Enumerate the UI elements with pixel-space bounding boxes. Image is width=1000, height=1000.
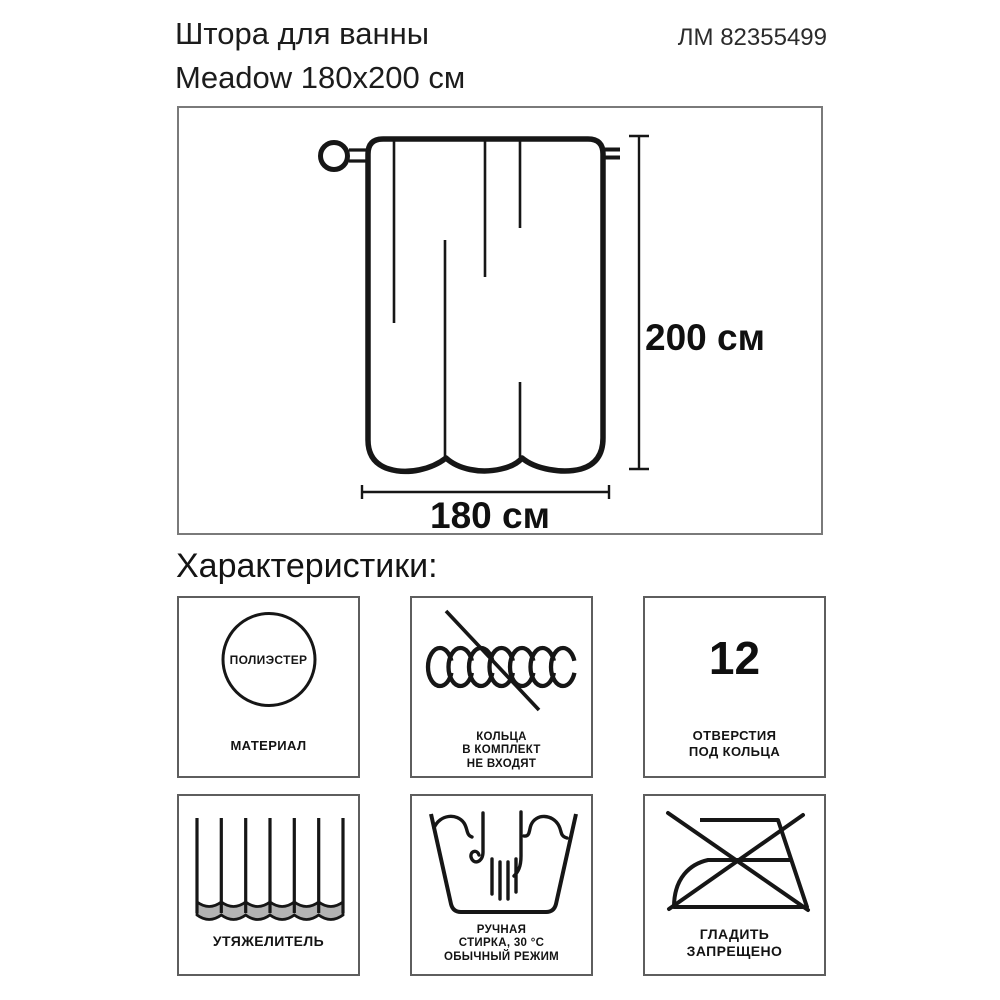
- article-number: ЛМ 82355499: [677, 24, 827, 51]
- wash-tub: [431, 814, 576, 912]
- water-line: [434, 816, 567, 838]
- height-dimension-label: 200 см: [645, 317, 765, 358]
- feature-box-do-not-iron: [643, 794, 826, 976]
- feature-box-weighted-hem: [177, 794, 360, 976]
- feature-label-holes: ОТВЕРСТИЯ ПОД КОЛЬЦА: [688, 728, 781, 759]
- feature-box-ring-holes: [643, 596, 826, 778]
- ring-holes-count: 12: [708, 632, 761, 684]
- do-not-iron-icon: [660, 808, 812, 916]
- polyester-circle-icon: [221, 612, 316, 707]
- feature-box-material: [177, 596, 360, 778]
- feature-label-rings: КОЛЬЦА В КОМПЛЕКТ НЕ ВХОДЯТ: [462, 730, 541, 770]
- feature-label-wash: РУЧНАЯ СТИРКА, 30 °C ОБЫЧНЫЙ РЕЖИМ: [443, 923, 560, 963]
- curtain-ring-icon: [321, 143, 348, 170]
- feature-box-hand-wash: [410, 794, 593, 976]
- height-dimension-line: [629, 136, 649, 469]
- curtain-strands: [197, 818, 343, 913]
- material-value: ПОЛИЭСТЕР: [229, 652, 308, 667]
- page-title: [175, 12, 465, 100]
- title-line-1: Штора для ванны: [175, 16, 430, 51]
- feature-label-material: МАТЕРИАЛ: [230, 738, 307, 753]
- characteristics-heading: Характеристики:: [176, 547, 438, 585]
- rings-crossed-icon: [423, 606, 581, 714]
- width-dimension-label: 180 см: [430, 495, 550, 536]
- ring-clip-icon: [349, 150, 368, 161]
- cross-out-line: [446, 611, 539, 710]
- hand-wash-icon: [426, 804, 581, 926]
- weighted-hem-icon: [190, 812, 350, 926]
- feature-label-weight: УТЯЖЕЛИТЕЛЬ: [212, 933, 325, 949]
- title-line-2: Meadow 180x200 см: [175, 60, 466, 95]
- curtain-fold-lines: [394, 141, 520, 458]
- hand-glyph: [471, 812, 521, 899]
- feature-box-rings-not-included: [410, 596, 593, 778]
- feature-label-iron: ГЛАДИТЬ ЗАПРЕЩЕНО: [686, 926, 783, 959]
